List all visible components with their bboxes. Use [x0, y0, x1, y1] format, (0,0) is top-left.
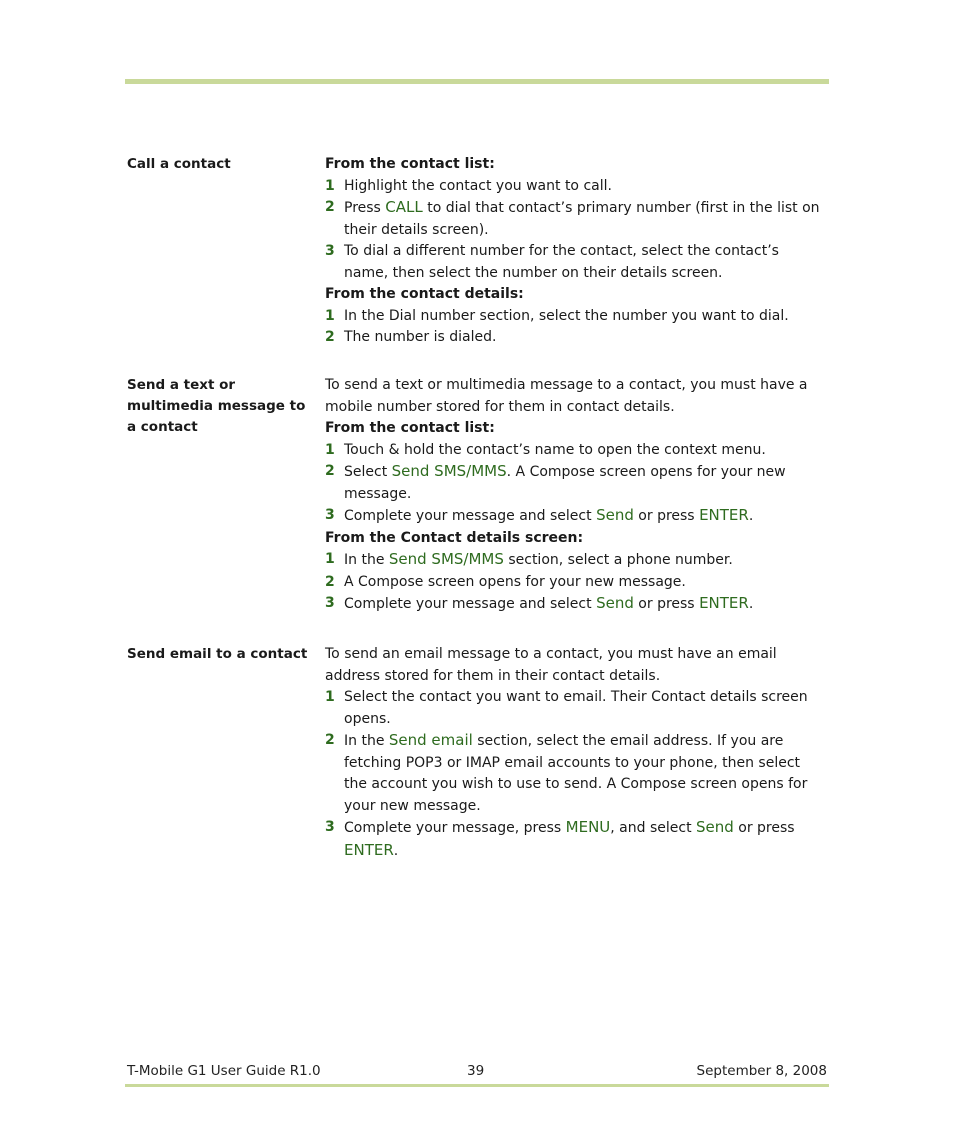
step-number: 1 [325, 689, 335, 705]
step-text: Complete your message, press [344, 820, 566, 836]
step-text: A Compose screen opens for your new message. [344, 573, 686, 590]
section-body [325, 154, 821, 349]
key-term: Send [696, 818, 734, 836]
step-item [325, 549, 821, 572]
key-term: ENTER [699, 506, 749, 524]
step-text: . [393, 842, 399, 859]
key-term: Send SMS/MMS [391, 462, 507, 480]
key-term: ENTER [344, 840, 394, 859]
step-number: 2 [325, 199, 335, 215]
step-item [325, 327, 821, 349]
step-item [325, 730, 821, 817]
step-number: 1 [325, 551, 335, 567]
section-title: Send email to a contact [127, 646, 308, 662]
step-item [325, 593, 821, 616]
step-number: 3 [325, 507, 335, 523]
step-item [325, 241, 821, 284]
step-item [325, 197, 821, 241]
step-text: Complete your message and select [344, 596, 597, 612]
step-number: 1 [325, 177, 335, 194]
step-number: 2 [325, 573, 335, 590]
step-item [325, 817, 821, 862]
key-term: MENU [565, 818, 611, 836]
step-text: Press [344, 200, 386, 216]
step-text: The number is dialed. [344, 329, 497, 345]
key-term: Send [596, 594, 634, 612]
section-body [325, 644, 821, 862]
step-number: 1 [325, 307, 335, 324]
subheading: From the contact list: [325, 156, 495, 172]
step-item [325, 572, 821, 594]
subheading: From the contact list: [325, 420, 495, 436]
footer-guide-title: T-Mobile G1 User Guide R1.0 [127, 1063, 321, 1079]
step-text: Select [344, 464, 392, 480]
step-number: 3 [325, 243, 335, 259]
step-number: 3 [325, 595, 335, 611]
step-number: 2 [325, 329, 335, 345]
step-text: or press [733, 820, 795, 836]
step-item [325, 505, 821, 528]
step-number: 2 [325, 732, 335, 748]
step-text: . [748, 596, 754, 612]
step-text: , and select [610, 820, 697, 836]
step-number: 2 [325, 463, 335, 479]
section-title: Send a text or multimedia message to a contact [127, 377, 306, 435]
step-number: 3 [325, 819, 335, 835]
step-item [325, 306, 821, 328]
footer-date: September 8, 2008 [696, 1063, 827, 1079]
step-text: or press [633, 596, 700, 612]
key-term: Send email [388, 731, 473, 749]
step-text: section, select a phone number. [503, 552, 733, 568]
step-item [325, 440, 821, 462]
section-body [325, 375, 821, 616]
step-text: In the [344, 552, 389, 568]
header-rule [125, 79, 829, 84]
step-text: Highlight the contact you want to call. [344, 177, 612, 194]
subheading: From the contact details: [325, 286, 524, 302]
intro-paragraph: To send an email message to a contact, you must have an email address stored for them in their contact details. [325, 646, 777, 684]
step-text: to dial that contact’s primary number (first in the list on their details screen). [344, 200, 820, 238]
footer-page-number: 39 [467, 1063, 485, 1079]
subheading: From the Contact details screen: [325, 529, 584, 546]
intro-paragraph: To send a text or multimedia message to a contact, you must have a mobile number stored for them in contact details. [325, 377, 808, 415]
step-number: 1 [325, 441, 335, 458]
step-text: . A Compose screen opens for your new message. [344, 464, 786, 502]
step-text: To dial a different number for the contact, select the contact’s name, then select the number on their details screen. [344, 243, 779, 281]
key-term: Send SMS/MMS [388, 550, 504, 568]
step-item [325, 687, 821, 730]
step-text: or press [633, 508, 700, 524]
step-text: Select the contact you want to email. Their Contact details screen opens. [344, 689, 808, 727]
step-text: In the [344, 733, 389, 749]
section-title: Call a contact [127, 156, 231, 172]
step-text: section, select the email address. If you are fetching POP3 or IMAP email accounts to your phone, then select the account you wish to use to send. A Compose screen opens for your new message. [344, 733, 808, 814]
key-term: Send [596, 506, 634, 524]
key-term: ENTER [699, 594, 749, 612]
footer-rule [125, 1084, 829, 1087]
step-text: Touch & hold the contact’s name to open the context menu. [344, 441, 766, 458]
step-item [325, 176, 821, 198]
step-item [325, 461, 821, 505]
key-term: CALL [385, 198, 423, 216]
step-text: Complete your message and select [344, 508, 597, 524]
step-text: In the Dial number section, select the number you want to dial. [344, 307, 789, 324]
step-text: . [748, 508, 754, 524]
